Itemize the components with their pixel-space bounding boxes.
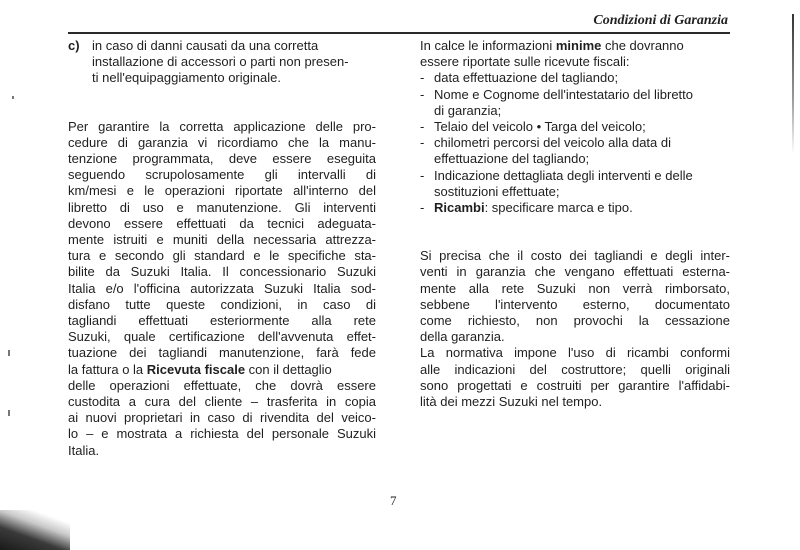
paragraph-line: come richiesto, non provochi la cessazione [420, 313, 730, 329]
item-c-line: in caso di danni causati da una corretta [92, 38, 319, 53]
list-item: - data effettuazione del tagliando; [420, 70, 730, 86]
list-item: - Indicazione dettagliata degli interventi e delle sostituzioni effettuate; [420, 168, 730, 200]
left-column [68, 38, 376, 459]
paragraph-line: Italia e/o l'officina autorizzata Suzuki Italia sod- [68, 280, 376, 296]
receipt-line [68, 362, 376, 378]
list-item-text: chilometri percorsi del veicolo alla data di [434, 135, 672, 151]
list-item-text: Indicazione dettagliata degli interventi e delle [434, 167, 693, 183]
scan-speck [12, 96, 14, 99]
paragraph-line: bilite da Suzuki Italia. Il concessionario Suzuki [68, 264, 376, 280]
paragraph-line: lità dei mezzi Suzuki nel tempo. [420, 394, 603, 410]
paragraph-line: Per garantire la corretta applicazione delle pro- [68, 118, 376, 134]
intro-pre: In calce le informazioni [420, 38, 556, 53]
scan-speck [8, 350, 10, 356]
paragraph-line: seguendo scrupolosamente gli intervalli di [68, 167, 376, 183]
paragraph-line: custodita a cura del cliente – trasferita in copia [68, 394, 376, 410]
list-item-text: di garanzia; [434, 102, 502, 118]
paragraph-line: Si precisa che il costo dei tagliandi e degli inter- [420, 248, 730, 264]
page-header-title: Condizioni di Garanzia [593, 13, 728, 28]
intro-line: essere riportate sulle ricevute fiscali: [420, 54, 630, 70]
paragraph-line: cedure di garanzia vi ricordiamo che la manu- [68, 134, 376, 150]
header-rule [68, 32, 730, 34]
paragraph-line: delle operazioni effettuate, che dovrà essere [68, 377, 376, 393]
list-item-text: effettuazione del tagliando; [434, 151, 590, 167]
paragraph-line: tura e secondo gli standard e le specifiche sta- [68, 248, 376, 264]
paragraph-line: Italia. [68, 442, 100, 458]
list-item-text [420, 200, 730, 216]
paragraph-line: sebbene l'intervento esterno, documentato [420, 296, 730, 312]
receipt-requirements-list [420, 70, 730, 216]
spare-parts-rest: : specificare marca e tipo. [484, 200, 633, 216]
paragraph-line: lo – e mostrata a richiesta del personale Suzuki [68, 426, 376, 442]
list-item-text: data effettuazione del tagliando; [434, 70, 619, 86]
paragraph-line: mente alla rete Suzuki non verrà rimborsato, [420, 280, 730, 296]
paragraph-line: alle indicazioni del costruttore; quelli originali [420, 361, 730, 377]
list-item: - Nome e Cognome dell'intestatario del libretto di garanzia; [420, 87, 730, 119]
list-item-text: Telaio del veicolo • Targa del veicolo; [434, 119, 646, 135]
scan-speck [8, 410, 10, 416]
scan-shadow [0, 510, 70, 550]
paragraph-line: Suzuki, quale certificazione dell'avvenuta effet- [68, 329, 376, 345]
scan-edge [792, 14, 794, 154]
item-c-line: installazione di accessori o parti non presen- [92, 54, 349, 70]
paragraph-line: libretto di uso e manutenzione. Gli interventi [68, 199, 376, 215]
intro-line [420, 38, 730, 54]
item-c [68, 38, 376, 87]
list-item: - Ricambi: specificare marca e tipo. [420, 200, 730, 216]
list-item-text: Nome e Cognome dell'intestatario del libretto [434, 86, 694, 102]
item-c-line: ti nell'equipaggiamento originale. [92, 70, 281, 86]
list-item-text: sostituzioni effettuate; [434, 183, 560, 199]
list-item: - Telaio del veicolo • Targa del veicolo; [420, 119, 730, 135]
paragraph-line: mente istruiti e muniti della necessaria attrezza- [68, 232, 376, 248]
page-number: 7 [390, 493, 397, 508]
paragraph-line: venti in garanzia che vengano effettuati esterna- [420, 264, 730, 280]
receipt-line-pre: la fattura o la [68, 361, 147, 377]
paragraph-line: tagliandi effettuati esteriormente alla rete [68, 313, 376, 329]
paragraph-line: della garanzia. [420, 329, 505, 345]
receipt-line-post: con il dettaglio [245, 361, 332, 377]
paragraph-line: km/mesi e le operazioni riportate all'interno del [68, 183, 376, 199]
receipt-keyword: Ricevuta fiscale [146, 361, 246, 377]
intro-keyword: minime [555, 38, 602, 53]
paragraph-line: devono essere effettuati da tecnici adeguata- [68, 215, 376, 231]
intro-post: che dovranno [601, 38, 684, 53]
cost-paragraph [420, 248, 730, 410]
paragraph-line: ai nuovi proprietari in caso di rivendita del veico- [68, 410, 376, 426]
spare-parts-keyword: Ricambi [434, 200, 485, 216]
right-column [420, 38, 730, 410]
warranty-paragraph [68, 119, 376, 459]
paragraph-line: tenzione programmata, deve essere eseguita [68, 151, 376, 167]
item-c-marker: c) [68, 38, 80, 53]
paragraph-line: tuazione dei tagliandi manutenzione, farà fede [68, 345, 376, 361]
list-item: - chilometri percorsi del veicolo alla data di effettuazione del tagliando; [420, 135, 730, 167]
paragraph-line: disfano tutte queste condizioni, in caso di [68, 296, 376, 312]
paragraph-line: La normativa impone l'uso di ricambi conformi [420, 345, 730, 361]
paragraph-line: sono progettati e costruiti per garantire l'affidabi- [420, 377, 730, 393]
